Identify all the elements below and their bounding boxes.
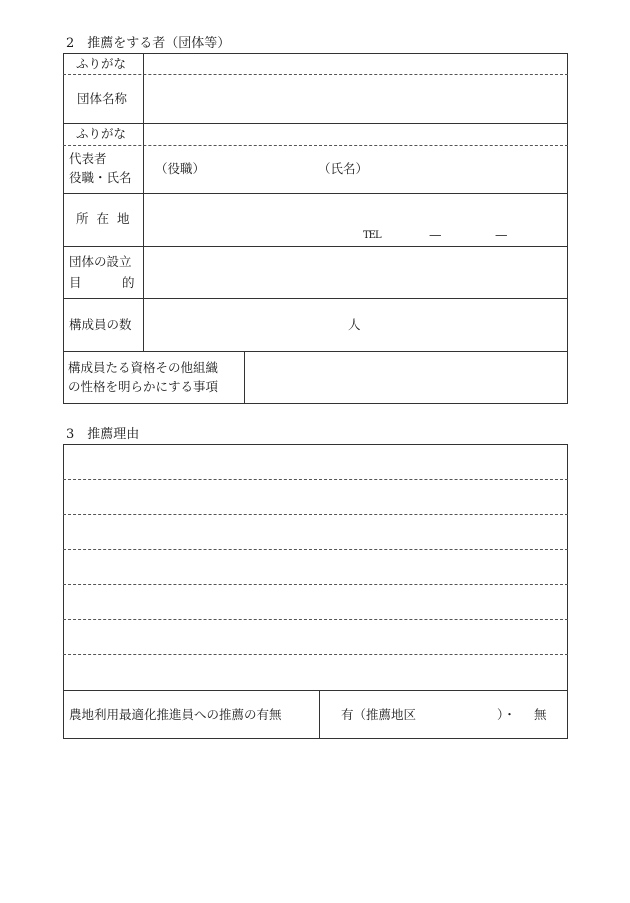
section-2-heading: 2 推薦をする者（団体等） <box>66 36 231 51</box>
reason-table <box>63 444 568 739</box>
promoter-no-label: 無 <box>534 707 547 722</box>
members-label: 構成員の数 <box>69 317 132 332</box>
tel-dash-2: — <box>495 227 508 242</box>
qualification-label-line1: 構成員たる資格その他組織 <box>68 360 219 375</box>
org-name-label: 団体名称 <box>77 91 128 106</box>
reason-line <box>63 584 568 585</box>
members-unit: 人 <box>348 317 361 332</box>
reason-line <box>63 479 568 480</box>
address-label: 所 在 地 <box>76 211 132 226</box>
representative-label-line1: 代表者 <box>69 151 107 166</box>
tel-label: TEL <box>363 230 381 241</box>
promoter-question-label: 農地利用最適化推進員への推薦の有無 <box>69 707 282 722</box>
representative-label-line2: 役職・氏名 <box>69 170 132 185</box>
reason-line <box>63 619 568 620</box>
furigana-label-org: ふりがな <box>76 56 127 71</box>
promoter-yes-label: 有（推薦地区 <box>341 707 417 722</box>
purpose-label-line2b: 的 <box>122 275 135 290</box>
furigana-label-rep: ふりがな <box>76 126 127 141</box>
reason-line <box>63 654 568 655</box>
qualification-label-line2: の性格を明らかにする事項 <box>68 379 219 394</box>
rep-name-hint: （氏名） <box>318 161 369 176</box>
purpose-label-line2a: 目 <box>69 275 82 290</box>
tel-dash-1: — <box>429 227 442 242</box>
reason-line <box>63 549 568 550</box>
rep-title-hint: （役職） <box>155 161 206 176</box>
promoter-yes-close: ）・ <box>497 707 516 722</box>
section-3-heading: 3 推薦理由 <box>66 427 140 442</box>
purpose-label-line1: 団体の設立 <box>69 254 132 269</box>
reason-line <box>63 514 568 515</box>
